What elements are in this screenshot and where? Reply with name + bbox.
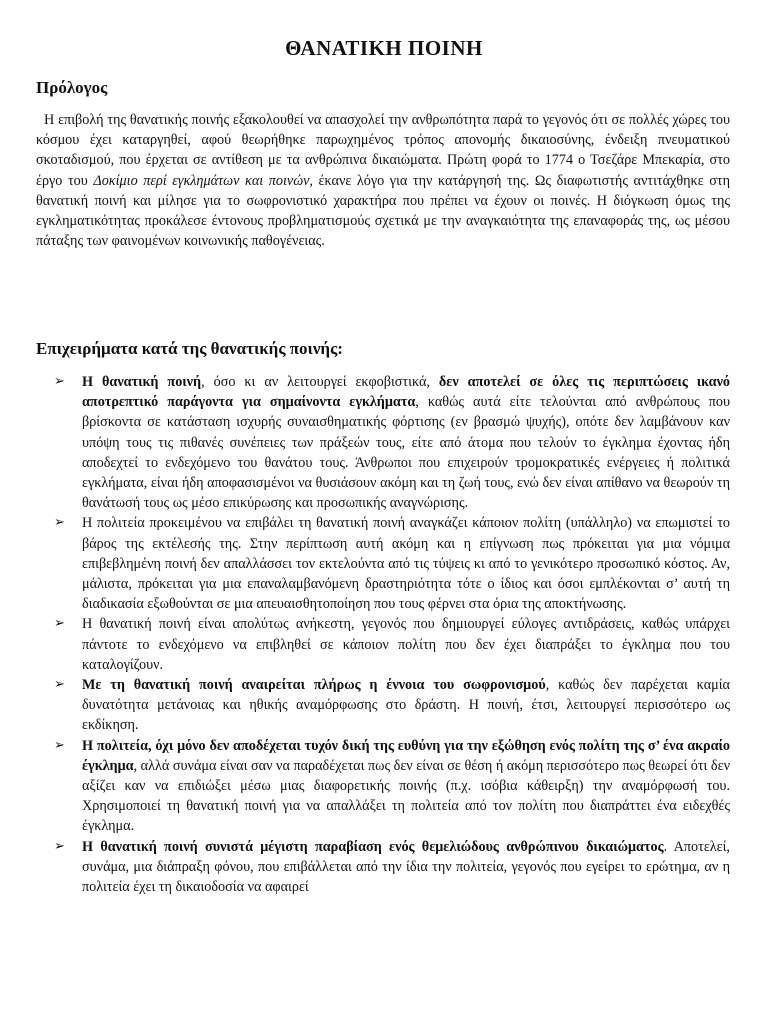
prologue-text-2: , έκανε λόγο για την κατάργησή της. Ως διαφωτιστής αντιτάχθηκε στη θανατική ποινή και μίλησε για το σωφρονιστικό χαρακτήρα που πρέπει να έχουν οι ποινές. Η διόγκωση όμως της εγκληματικότητας προκάλεσε έντονους προβληματισμούς σχετικά με την αναγκαιότητα της επαναφοράς της, ως μέσου πάταξης των φαινομένων κοινωνικής παθογένειας. [36, 172, 731, 250]
argument-lead: Η πολιτεία, όχι μόνο δεν αποδέχεται τυχόν δική της ευθύνη για την εξώθηση ενός πολίτη της σ’ ένα ακραίο έγκλημα [82, 737, 730, 774]
arguments-list [54, 372, 730, 897]
arrow-bullet-icon: ➢ [54, 677, 65, 693]
arrow-bullet-icon: ➢ [54, 374, 65, 389]
list-item [54, 837, 730, 898]
arguments-heading: Επιχειρήματα κατά της θανατικής ποινής: [36, 339, 343, 358]
argument-lead: Η θανατική ποινή [82, 374, 202, 390]
argument-text: Η θανατική ποινή είναι απολύτως ανήκεστη, γεγονός που δημιουργεί εύλογες αντιδράσεις, καθώς υπάρχει πάντοτε το ενδεχόμενο να επιβληθεί σε κάποιον πολίτη που δεν έχει διαπράξει το έγκλημα που του καταλογίζουν. [82, 616, 730, 673]
argument-text-rest: , καθώς αυτά είτε τελούνται από ανθρώπους που βρίσκοντα σε κατάσταση ισχυρής συναισθηματικής φόρτισης (εν βρασμώ ψυχής), οπότε δεν λαμβάνουν καν υπόψη τους τις πιθανές συνέπειες των πράξεών τους, είτε από άτομα που τελούν το έγκλημα έχοντας ήδη αποδεχτεί το ενδεχόμενο του θανάτου τους. Άνθρωποι που επιχειρούν τρομοκρατικές ενέργειες ή πολιτικά εγκλήματα, είναι ήδη αποφασισμένοι να θυσιάσουν ακόμη και τη ζωή τους, ενώ δεν είναι απίθανο να θεωρούν τη θανάτωσή τους ως μέσο επικύρωσης και προσωπικής αναγνώρισης. [82, 394, 730, 512]
arrow-bullet-icon: ➢ [54, 838, 65, 854]
argument-text: , καθώς δεν παρέχεται καμία δυνατότητα μετάνοιας και ηθικής αναμόρφωσης στο δράστη. Η ποινή, έτσι, λειτουργεί περισσότερο ως εκδίκηση. [82, 677, 730, 734]
argument-emphasis: δεν αποτελεί σε όλες τις περιπτώσεις ικανό αποτρεπτικό παράγοντα για σημαίνοντα εγκλήματα [82, 374, 731, 411]
argument-text: . Αποτελεί, συνάμα, μια διάπραξη φόνου, που επιβάλλεται από την ίδια την πολιτεία, γεγονός που εγείρει το ερώτημα, αν η πολιτεία έχει τη δικαιοδοσία να αφαιρεί [82, 838, 730, 896]
prologue-book-title: Δοκίμιο περί εγκλημάτων και ποινών [93, 172, 310, 189]
argument-text: Η πολιτεία προκειμένου να επιβάλει τη θανατική ποινή αναγκάζει κάποιον πολίτη (υπάλληλο) να επωμιστεί το βάρος της εκτέλεσής της. Στην περίπτωση αυτή ακόμη και η επίγνωση πως πρόκειται για μια νόμιμα επιβεβλημένη ποινή δεν απαλλάσσει τον εκτελούντα από τις τύψεις κι από το γενικότερο προσωπικό κόστος. Αν, μάλιστα, πρόκειται για μια επαναλαμβανόμενη δραστηριότητα τότε ο ίδιος και όσοι εμπλέκονται σ’ αυτή τη διαδικασία εξωθούνται σε μια απευαισθητοποίηση που τους φέρνει στα όρια της αποκτήνωσης. [82, 515, 730, 613]
list-item [54, 372, 730, 513]
argument-text: , αλλά συνάμα είναι σαν να παραδέχεται πως δεν είναι σε θέση ή ακόμη περισσότερο πως θεωρεί ότι δεν αξίζει καν να επιδιώξει μέσω μιας διαφορετικής ποινής (π.χ. ισόβια κάθειρξη) την αναμόρφωσή του. Χρησιμοποιεί τη θανατική ποινή για να απαλλάξει τη πολιτεία από τον πολίτη που διαπράττει ένα ειδεχθές έγκλημα. [82, 757, 730, 835]
argument-lead: Η θανατική ποινή συνιστά μέγιστη παραβίαση ενός θεμελιώδους ανθρώπινου δικαιώματος [82, 838, 664, 855]
list-item [54, 736, 730, 837]
prologue-heading: Πρόλογος [36, 78, 108, 97]
argument-lead: Με τη θανατική ποινή αναιρείται πλήρως η έννοια του σωφρονισμού [82, 677, 546, 694]
prologue-text-1: Η επιβολή της θανατικής ποινής εξακολουθεί να απασχολεί την ανθρωπότητα παρά το γεγονός ότι σε πολλές χώρες του κόσμου έχει καταργηθεί, αφού θεωρήθηκε παρωχημένος τρόπος απονομής δικαιοσύνης, ένδειξη πνευματικού σκοταδισμού, που έρχεται σε αντίθεση με τα ανθρώπινα δικαιώματα. Πρώτη φορά το 1774 ο Τσεζάρε Μπεκαρία, στο έργο του [36, 112, 730, 189]
list-item [54, 513, 730, 614]
argument-text: , όσο κι αν λειτουργεί εκφοβιστικά, [201, 374, 439, 390]
arrow-bullet-icon: ➢ [54, 737, 65, 753]
list-item [54, 675, 730, 736]
list-item [54, 614, 730, 675]
prologue-paragraph [36, 110, 730, 251]
document-title: ΘΑΝΑΤΙΚΗ ΠΟΙΝΗ [285, 36, 483, 60]
arrow-bullet-icon: ➢ [54, 515, 65, 531]
arrow-bullet-icon: ➢ [54, 616, 65, 632]
